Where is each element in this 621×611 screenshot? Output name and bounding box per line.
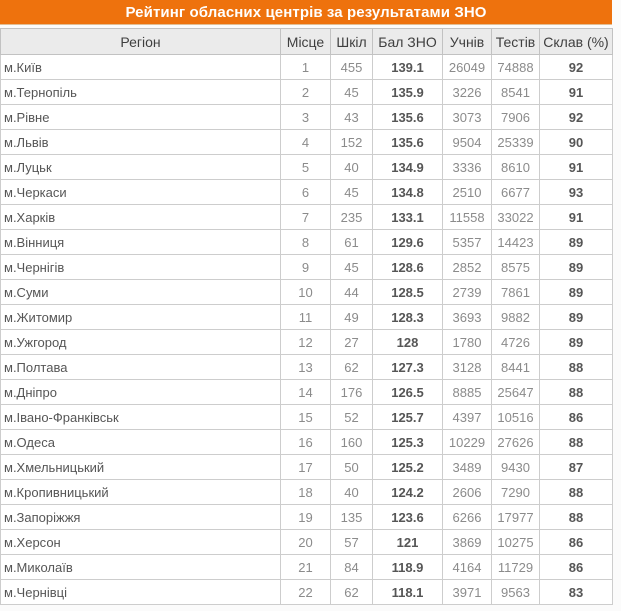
table-row: [1, 105, 613, 130]
passed-percent-cell: 86: [540, 555, 613, 580]
place-cell: 13: [281, 355, 331, 380]
column-header-students: Учнів: [443, 29, 492, 55]
region-cell: м.Полтава: [1, 355, 281, 380]
passed-percent-cell: 91: [540, 205, 613, 230]
students-cell: 3226: [443, 80, 492, 105]
region-cell: м.Рівне: [1, 105, 281, 130]
students-cell: 4397: [443, 405, 492, 430]
passed-percent-cell: 88: [540, 380, 613, 405]
place-cell: 15: [281, 405, 331, 430]
students-cell: 10229: [443, 430, 492, 455]
table-row: [1, 405, 613, 430]
table-row: [1, 355, 613, 380]
table-row: [1, 330, 613, 355]
tests-cell: 7290: [492, 480, 540, 505]
zno-score-cell: 127.3: [373, 355, 443, 380]
tests-cell: 7906: [492, 105, 540, 130]
region-cell: м.Дніпро: [1, 380, 281, 405]
tests-cell: 25647: [492, 380, 540, 405]
region-cell: м.Кропивницький: [1, 480, 281, 505]
region-cell: м.Харків: [1, 205, 281, 230]
schools-cell: 40: [331, 155, 373, 180]
students-cell: 9504: [443, 130, 492, 155]
region-cell: м.Чернігів: [1, 255, 281, 280]
schools-cell: 176: [331, 380, 373, 405]
students-cell: 26049: [443, 55, 492, 80]
table-row: [1, 205, 613, 230]
tests-cell: 25339: [492, 130, 540, 155]
schools-cell: 62: [331, 580, 373, 605]
students-cell: 1780: [443, 330, 492, 355]
zno-score-cell: 128.5: [373, 280, 443, 305]
place-cell: 2: [281, 80, 331, 105]
students-cell: 3336: [443, 155, 492, 180]
passed-percent-cell: 91: [540, 155, 613, 180]
zno-score-cell: 133.1: [373, 205, 443, 230]
students-cell: 5357: [443, 230, 492, 255]
region-cell: м.Запоріжжя: [1, 505, 281, 530]
passed-percent-cell: 89: [540, 230, 613, 255]
passed-percent-cell: 88: [540, 480, 613, 505]
students-cell: 4164: [443, 555, 492, 580]
place-cell: 3: [281, 105, 331, 130]
place-cell: 11: [281, 305, 331, 330]
schools-cell: 57: [331, 530, 373, 555]
region-cell: м.Київ: [1, 55, 281, 80]
schools-cell: 45: [331, 180, 373, 205]
zno-score-cell: 129.6: [373, 230, 443, 255]
zno-score-cell: 134.9: [373, 155, 443, 180]
schools-cell: 52: [331, 405, 373, 430]
passed-percent-cell: 89: [540, 280, 613, 305]
region-cell: м.Суми: [1, 280, 281, 305]
region-cell: м.Чернівці: [1, 580, 281, 605]
place-cell: 18: [281, 480, 331, 505]
tests-cell: 11729: [492, 555, 540, 580]
tests-cell: 17977: [492, 505, 540, 530]
column-header-schools: Шкіл: [331, 29, 373, 55]
tests-cell: 6677: [492, 180, 540, 205]
schools-cell: 49: [331, 305, 373, 330]
place-cell: 7: [281, 205, 331, 230]
schools-cell: 50: [331, 455, 373, 480]
passed-percent-cell: 89: [540, 305, 613, 330]
table-row: [1, 530, 613, 555]
place-cell: 22: [281, 580, 331, 605]
zno-score-cell: 125.3: [373, 430, 443, 455]
zno-score-cell: 135.6: [373, 105, 443, 130]
passed-percent-cell: 88: [540, 355, 613, 380]
schools-cell: 45: [331, 80, 373, 105]
title-bar: [0, 0, 612, 25]
schools-cell: 160: [331, 430, 373, 455]
table-body: [1, 55, 613, 605]
zno-score-cell: 118.1: [373, 580, 443, 605]
region-cell: м.Одеса: [1, 430, 281, 455]
tests-cell: 9430: [492, 455, 540, 480]
zno-score-cell: 121: [373, 530, 443, 555]
zno-score-cell: 124.2: [373, 480, 443, 505]
zno-score-cell: 135.9: [373, 80, 443, 105]
passed-percent-cell: 88: [540, 505, 613, 530]
place-cell: 8: [281, 230, 331, 255]
region-cell: м.Ужгород: [1, 330, 281, 355]
students-cell: 3693: [443, 305, 492, 330]
region-cell: м.Миколаїв: [1, 555, 281, 580]
region-cell: м.Черкаси: [1, 180, 281, 205]
tests-cell: 8610: [492, 155, 540, 180]
passed-percent-cell: 90: [540, 130, 613, 155]
zno-score-cell: 126.5: [373, 380, 443, 405]
schools-cell: 45: [331, 255, 373, 280]
place-cell: 12: [281, 330, 331, 355]
region-cell: м.Хмельницький: [1, 455, 281, 480]
column-header-zno-score: Бал ЗНО: [373, 29, 443, 55]
place-cell: 21: [281, 555, 331, 580]
zno-score-cell: 135.6: [373, 130, 443, 155]
zno-score-cell: 139.1: [373, 55, 443, 80]
place-cell: 4: [281, 130, 331, 155]
passed-percent-cell: 92: [540, 105, 613, 130]
region-cell: м.Луцьк: [1, 155, 281, 180]
schools-cell: 44: [331, 280, 373, 305]
table-row: [1, 455, 613, 480]
table-row: [1, 255, 613, 280]
tests-cell: 10275: [492, 530, 540, 555]
passed-percent-cell: 87: [540, 455, 613, 480]
passed-percent-cell: 93: [540, 180, 613, 205]
schools-cell: 152: [331, 130, 373, 155]
zno-score-cell: 118.9: [373, 555, 443, 580]
region-cell: м.Херсон: [1, 530, 281, 555]
passed-percent-cell: 83: [540, 580, 613, 605]
table-row: [1, 130, 613, 155]
passed-percent-cell: 91: [540, 80, 613, 105]
place-cell: 19: [281, 505, 331, 530]
tests-cell: 14423: [492, 230, 540, 255]
passed-percent-cell: 89: [540, 255, 613, 280]
students-cell: 2852: [443, 255, 492, 280]
region-cell: м.Вінниця: [1, 230, 281, 255]
students-cell: 2510: [443, 180, 492, 205]
place-cell: 16: [281, 430, 331, 455]
students-cell: 2606: [443, 480, 492, 505]
tests-cell: 8441: [492, 355, 540, 380]
table-row: [1, 80, 613, 105]
tests-cell: 8541: [492, 80, 540, 105]
tests-cell: 7861: [492, 280, 540, 305]
table-row: [1, 155, 613, 180]
passed-percent-cell: 92: [540, 55, 613, 80]
table-row: [1, 480, 613, 505]
schools-cell: 27: [331, 330, 373, 355]
region-cell: м.Львів: [1, 130, 281, 155]
region-cell: м.Житомир: [1, 305, 281, 330]
table-row: [1, 380, 613, 405]
students-cell: 3869: [443, 530, 492, 555]
schools-cell: 455: [331, 55, 373, 80]
region-cell: м.Тернопіль: [1, 80, 281, 105]
tests-cell: 27626: [492, 430, 540, 455]
tests-cell: 4726: [492, 330, 540, 355]
place-cell: 14: [281, 380, 331, 405]
tests-cell: 33022: [492, 205, 540, 230]
table-row: [1, 305, 613, 330]
table-row: [1, 280, 613, 305]
place-cell: 10: [281, 280, 331, 305]
schools-cell: 62: [331, 355, 373, 380]
passed-percent-cell: 89: [540, 330, 613, 355]
column-header-place: Місце: [281, 29, 331, 55]
zno-score-cell: 125.2: [373, 455, 443, 480]
tests-cell: 9882: [492, 305, 540, 330]
schools-cell: 135: [331, 505, 373, 530]
schools-cell: 40: [331, 480, 373, 505]
students-cell: 11558: [443, 205, 492, 230]
students-cell: 6266: [443, 505, 492, 530]
students-cell: 2739: [443, 280, 492, 305]
zno-score-cell: 123.6: [373, 505, 443, 530]
table-row: [1, 230, 613, 255]
tests-cell: 10516: [492, 405, 540, 430]
schools-cell: 61: [331, 230, 373, 255]
passed-percent-cell: 88: [540, 430, 613, 455]
students-cell: 3128: [443, 355, 492, 380]
students-cell: 8885: [443, 380, 492, 405]
region-cell: м.Івано-Франківськ: [1, 405, 281, 430]
students-cell: 3971: [443, 580, 492, 605]
table-row: [1, 555, 613, 580]
schools-cell: 84: [331, 555, 373, 580]
place-cell: 9: [281, 255, 331, 280]
tests-cell: 74888: [492, 55, 540, 80]
zno-score-cell: 125.7: [373, 405, 443, 430]
students-cell: 3073: [443, 105, 492, 130]
tests-cell: 9563: [492, 580, 540, 605]
tests-cell: 8575: [492, 255, 540, 280]
passed-percent-cell: 86: [540, 530, 613, 555]
column-header-region: Регіон: [1, 29, 281, 55]
place-cell: 1: [281, 55, 331, 80]
place-cell: 6: [281, 180, 331, 205]
column-header-passed-percent: Склав (%): [540, 29, 613, 55]
zno-score-cell: 128.6: [373, 255, 443, 280]
students-cell: 3489: [443, 455, 492, 480]
table-row: [1, 55, 613, 80]
place-cell: 20: [281, 530, 331, 555]
table-row: [1, 505, 613, 530]
schools-cell: 43: [331, 105, 373, 130]
table-row: [1, 180, 613, 205]
page-title: Рейтинг обласних центрів за результатами ЗНО: [125, 3, 487, 21]
schools-cell: 235: [331, 205, 373, 230]
column-header-tests: Тестів: [492, 29, 540, 55]
passed-percent-cell: 86: [540, 405, 613, 430]
zno-score-cell: 128.3: [373, 305, 443, 330]
table-row: [1, 580, 613, 605]
zno-score-cell: 134.8: [373, 180, 443, 205]
place-cell: 17: [281, 455, 331, 480]
zno-score-cell: 128: [373, 330, 443, 355]
rating-table: [0, 28, 613, 605]
table-row: [1, 430, 613, 455]
place-cell: 5: [281, 155, 331, 180]
header-row: [1, 29, 613, 55]
